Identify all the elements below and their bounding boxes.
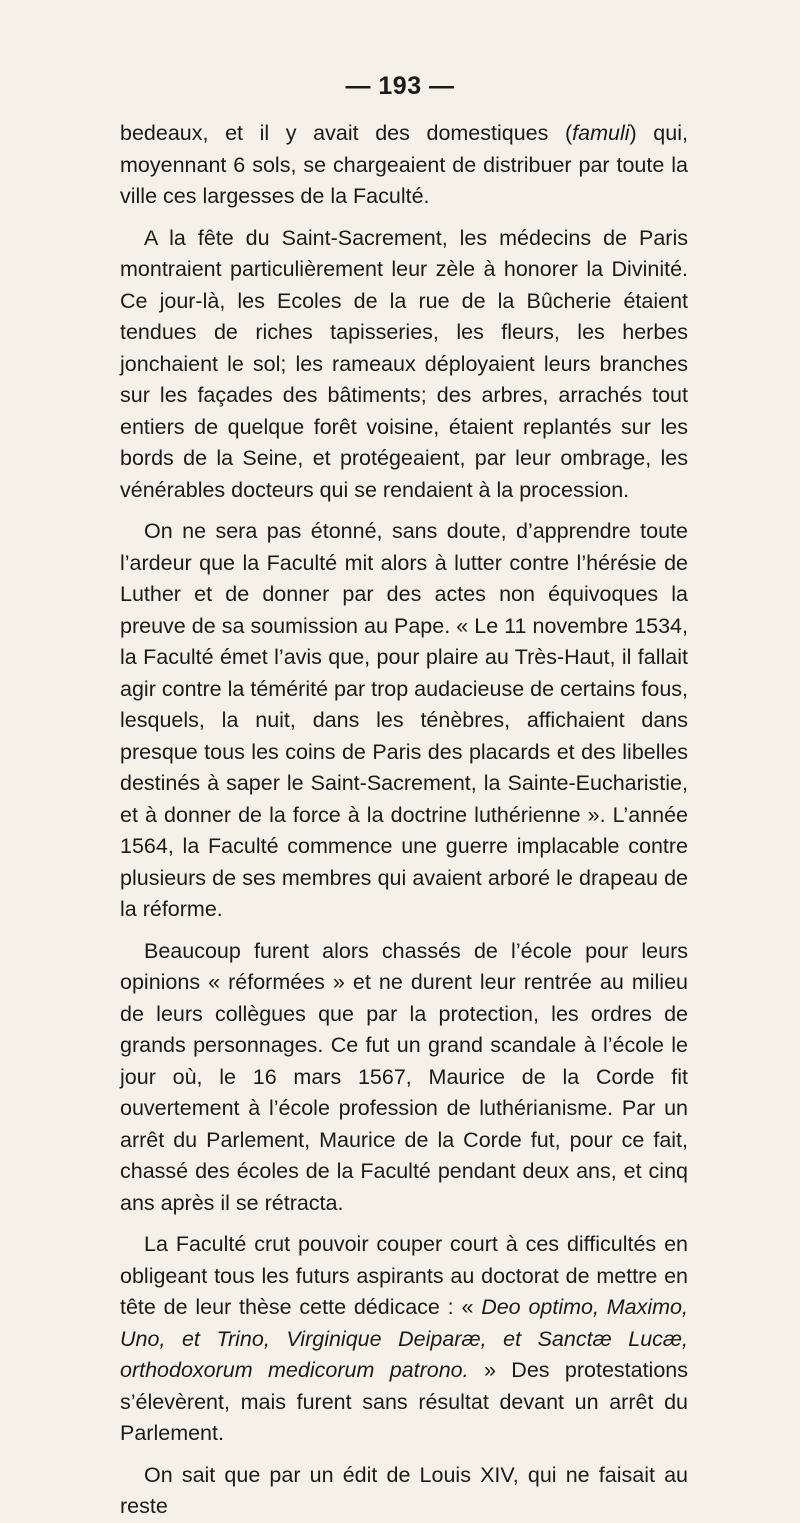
- paragraph-2: [120, 223, 688, 507]
- paragraph-1: [120, 118, 688, 213]
- paragraph-3: [120, 516, 688, 926]
- text-segment: La Faculté crut pouvoir couper court à ces difficultés en obligeant tous les futurs aspirants au doctorat de mettre en tête de leur thèse cette dédicace : «: [120, 1232, 688, 1319]
- text-segment: » Des protestations s’élevèrent, mais furent sans résultat devant un arrêt du Parlement.: [120, 1358, 688, 1445]
- paragraph-4: [120, 936, 688, 1220]
- text-segment: A la fête du Saint-Sacrement, les médecins de Paris montraient particulièrement leur zèle à honorer la Divinité. Ce jour-là, les Ecoles de la rue de la Bûcherie étaient tendues de riches tapisseries, les fleurs, les herbes jonchaient le sol; les rameaux déployaient leurs branches sur les façades des bâtiments; des arbres, arrachés tout entiers de quelque forêt voisine, étaient replantés sur les bords de la Seine, et protégeaient, par leur ombrage, les vénérables docteurs qui se rendaient à la procession.: [120, 225, 688, 502]
- paragraph-6: [120, 1460, 688, 1523]
- italic-segment: famuli: [572, 121, 630, 145]
- body-text: [120, 118, 688, 1523]
- paragraph-5: [120, 1229, 688, 1450]
- text-segment: ) qui, moyennant 6 sols, se chargeaient de distribuer par toute la ville ces largesses de la Faculté.: [120, 121, 688, 208]
- text-segment: bedeaux, et il y avait des domestiques (: [120, 121, 573, 145]
- text-segment: On sait que par un édit de Louis XIV, qui ne faisait au reste: [120, 1462, 688, 1518]
- text-segment: On ne sera pas étonné, sans doute, d’apprendre toute l’ardeur que la Faculté mit alors à lutter contre l’hérésie de Luther et de donner par des actes non équivoques la preuve de sa soumission au Pape. « Le 11 novembre 1534, la Faculté émet l’avis que, pour plaire au Très-Haut, il fallait agir contre la témérité par trop audacieuse de certains fous, lesquels, la nuit, dans les ténèbres, affichaient dans presque tous les coins de Paris des placards et des libelles destinés à saper le Saint-Sacrement, la Sainte-Eucharistie, et à donner de la force à la doctrine luthérienne ». L’année 1564, la Faculté commence une guerre implacable contre plusieurs de ses membres qui avaient arboré le drapeau de la réforme.: [120, 519, 688, 921]
- italic-segment: Deo optimo, Maximo, Uno, et Trino, Virginique Deiparæ, et Sanctæ Lucæ, orthodoxorum medicorum patrono.: [120, 1295, 688, 1382]
- text-segment: Beaucoup furent alors chassés de l’école pour leurs opinions « réformées » et ne durent leur rentrée au milieu de leurs collègues que par la protection, les ordres de grands personnages. Ce fut un grand scandale à l’école le jour où, le 16 mars 1567, Maurice de la Corde fit ouvertement à l’école profession de luthérianisme. Par un arrêt du Parlement, Maurice de la Corde fut, pour ce fait, chassé des écoles de la Faculté pendant deux ans, et cinq ans après il se rétracta.: [120, 938, 688, 1215]
- page-number: — 193 —: [345, 72, 455, 100]
